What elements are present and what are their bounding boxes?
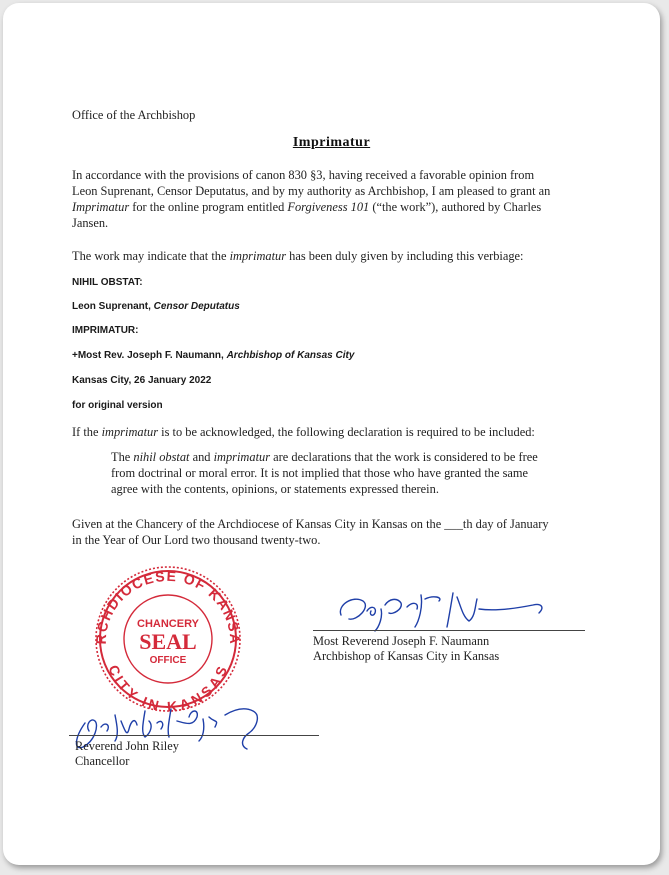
seal-line-seal: SEAL [139, 629, 197, 654]
declaration-line: agree with the contents, opinions, or statements expressed therein. [111, 482, 439, 496]
paragraph-1-line: In accordance with the provisions of canon 830 §3, having received a favorable opinion from [72, 168, 535, 182]
paragraph-1-line: Leon Suprenant, Censor Deputatus, and by my authority as Archbishop, I am pleased to grant an [72, 184, 551, 198]
given-line: Given at the Chancery of the Archdiocese of Kansas City in Kansas on the ___th day of January [72, 517, 549, 531]
paragraph-1 [72, 167, 632, 231]
seal-outer-text-top: RCHDIOCESE OF KANSA [92, 567, 244, 646]
paragraph-3: If the imprimatur is to be acknowledged, the following declaration is required to be included: [72, 425, 535, 439]
paragraph-1-line: Jansen. [72, 216, 109, 230]
version-note: for original version [72, 400, 163, 411]
chancellor-signature-line [69, 735, 319, 736]
chancellor-title: Chancellor [75, 754, 130, 768]
chancellor-name: Reverend John Riley [75, 739, 179, 753]
declaration-line: The nihil obstat and imprimatur are declarations that the work is considered to be free [111, 450, 538, 464]
seal-line-office: OFFICE [149, 655, 187, 666]
bishop-line: +Most Rev. Joseph F. Naumann, Archbishop of Kansas City [72, 350, 355, 361]
paragraph-2: The work may indicate that the imprimatur has been duly given by including this verbiage: [72, 249, 524, 263]
imprimatur-label: IMPRIMATUR: [72, 325, 139, 336]
archbishop-name: Most Reverend Joseph F. Naumann [313, 634, 490, 648]
archbishop-signature-line [313, 630, 585, 631]
given-line: in the Year of Our Lord two thousand twenty-two. [72, 533, 321, 547]
nihil-obstat-label: NIHIL OBSTAT: [72, 277, 143, 288]
place-date: Kansas City, 26 January 2022 [72, 375, 212, 386]
archbishop-signature-image [323, 587, 553, 635]
archbishop-title: Archbishop of Kansas City in Kansas [313, 649, 500, 663]
document-title: Imprimatur [292, 135, 371, 150]
censor-line: Leon Suprenant, Censor Deputatus [72, 301, 240, 312]
seal-outer-text-bottom: CITY IN KANSAS [105, 662, 231, 713]
document-page [3, 3, 660, 865]
paragraph-1-line: Imprimatur for the online program entitled Forgiveness 101 (“the work”), authored by Charles [72, 200, 542, 214]
chancery-seal [89, 565, 247, 713]
office-heading: Office of the Archbishop [72, 108, 196, 122]
declaration-block [111, 449, 611, 497]
declaration-line: from doctrinal or moral error. It is not implied that those who have granted the same [111, 466, 529, 480]
seal-line-chancery: CHANCERY [137, 618, 199, 630]
given-paragraph [72, 516, 642, 548]
